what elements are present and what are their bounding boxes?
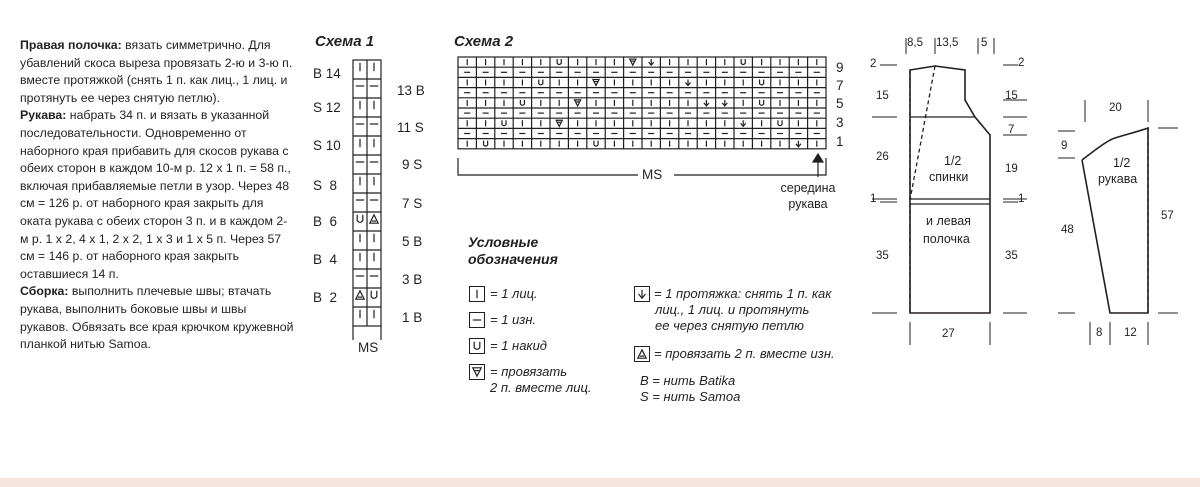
scheme1-title: Схема 1: [315, 33, 375, 50]
legend-k2tog-text: = провязать: [490, 364, 568, 379]
scheme2-ms-label: MS: [642, 167, 663, 182]
sleeve-label-1: 1/2: [1113, 156, 1131, 170]
scheme1-right-label: 7 S: [402, 196, 423, 211]
legend-symbols: [473, 290, 646, 376]
scheme1-chart-grid: [353, 60, 381, 340]
body-right-dim: 15: [1005, 90, 1018, 102]
scheme1-right-label: 5 B: [402, 234, 423, 249]
body-top-width: 13,5: [936, 37, 959, 49]
body-right-dim: 7: [1008, 124, 1015, 136]
body-pattern-outline: [910, 66, 990, 313]
scheme1-left-label: B 6: [313, 214, 338, 229]
scheme2-row-number: 9: [836, 60, 844, 75]
sleeve-bottom-width: 8: [1096, 327, 1103, 339]
body-label-3: и левая: [926, 214, 971, 228]
sleeve-bottom-width: 12: [1124, 327, 1137, 339]
scheme1-left-label: S 12: [313, 100, 341, 115]
scheme2-row-number: 7: [836, 78, 844, 93]
sleeve-label-2: рукава: [1098, 172, 1138, 186]
body-left-dim: 1: [870, 193, 877, 205]
body-right-dim: 1: [1018, 193, 1025, 205]
center-arrow-icon: [813, 154, 823, 177]
legend-p2tog-text: = провязать 2 п. вместе изн.: [654, 346, 835, 361]
scheme2-title: Схема 2: [454, 33, 514, 50]
body-top-width: 5: [981, 37, 988, 49]
sleeve-pattern-outline: [1082, 128, 1148, 313]
assembly-text: выполнить плечевые швы; втачать рукава, выполнить боковые швы и швы рукавов. Обвязать все края крючком кружевной планкой нитью Samoa.: [20, 284, 294, 352]
body-label-1: 1/2: [944, 154, 962, 168]
scheme2-row-number: 5: [836, 96, 844, 111]
body-left-dim: 26: [876, 151, 889, 163]
legend-knit-text: = 1 лиц.: [490, 286, 538, 301]
body-top-width: 8,5: [907, 37, 923, 49]
yarn-b-text: B = нить Batika: [640, 373, 736, 388]
scheme2-row-number: 3: [836, 115, 844, 130]
body-left-dim: 2: [870, 58, 877, 70]
legend-k2tog-text-2: 2 п. вместе лиц.: [490, 380, 592, 395]
sleeve-left-dim: 9: [1061, 140, 1068, 152]
body-label-4: полочка: [923, 232, 970, 246]
sleeve-top-width: 20: [1109, 102, 1122, 114]
legend-yarn-over-text: = 1 накид: [490, 338, 547, 353]
scheme2-chart-grid: [458, 57, 826, 149]
scheme1-right-label: 9 S: [402, 157, 423, 172]
sleeve-right-dim: 57: [1161, 210, 1174, 222]
body-bottom-width: 27: [942, 328, 955, 340]
sleeves-text: набрать 34 п. и вязать в указанной последовательности. Одновременно от наборного края прибавить для скосов рукава с обеих сторон в каждом 10-м р. 12 х 1 п. = 58 п., включая прибавляемые петли в узор. Через 48 см = 126 р. от наборного края закрыть для оката рукава с обеих сторон 3 п. и в каждом 2-м р. 1 х 2, 4 х 1, 2 х 2, 1 х 3 и 1 х 5 п. Через 57 см = 146 р. от наборного края закрыть оставшиеся 14 п.: [20, 108, 291, 281]
scheme1-left-label: S 8: [313, 178, 338, 193]
right-front-text: вязать симметрично. Для убавлений скоса выреза провязать 2-ю и 3-ю п. вместе протяжкой (снять 1 п. как лиц., 1 лиц. и протянуть ее через снятую петлю).: [20, 38, 293, 105]
scheme1-right-label: 3 B: [402, 272, 423, 287]
right-front-heading: Правая полочка:: [20, 38, 122, 52]
body-right-dim: 2: [1018, 57, 1025, 69]
legend-ssk-text: = 1 протяжка: снять 1 п. как: [654, 286, 832, 301]
body-label-2: спинки: [929, 170, 969, 184]
legend-title: Условные обозначения: [468, 234, 558, 267]
body-right-dim: 35: [1005, 250, 1018, 262]
sleeves-heading: Рукава:: [20, 108, 67, 123]
sleeve-center-note: середина рукава: [780, 181, 836, 211]
body-left-dim: 35: [876, 250, 889, 262]
legend-purl-text: = 1 изн.: [490, 312, 537, 327]
body-dimension-lines: [872, 38, 1027, 345]
legend-ssk-text-2: лиц., 1 лиц. и протянуть: [655, 302, 810, 317]
scheme1-right-label: 13 B: [397, 83, 425, 98]
scheme1-ms-label: MS: [358, 340, 379, 355]
scheme1-left-label: B 2: [313, 290, 338, 305]
scheme1-right-label: 11 S: [397, 120, 424, 135]
yarn-s-text: S = нить Samoa: [640, 389, 741, 404]
sleeve-left-dim: 48: [1061, 224, 1074, 236]
scheme1-right-label: 1 B: [402, 310, 423, 325]
page-edge-band: [0, 478, 1200, 487]
assembly-heading: Сборка:: [20, 284, 69, 299]
scheme1-left-label: B 14: [313, 66, 341, 81]
body-right-dim: 19: [1005, 163, 1018, 175]
scheme1-left-label: S 10: [313, 138, 341, 153]
scheme2-row-number: 1: [836, 134, 844, 149]
body-left-dim: 15: [876, 90, 889, 102]
scheme1-left-label: B 4: [313, 252, 338, 267]
scheme2-ms-bracket: [458, 158, 826, 175]
legend-ssk-text-3: ее через снятую петлю: [655, 318, 804, 333]
